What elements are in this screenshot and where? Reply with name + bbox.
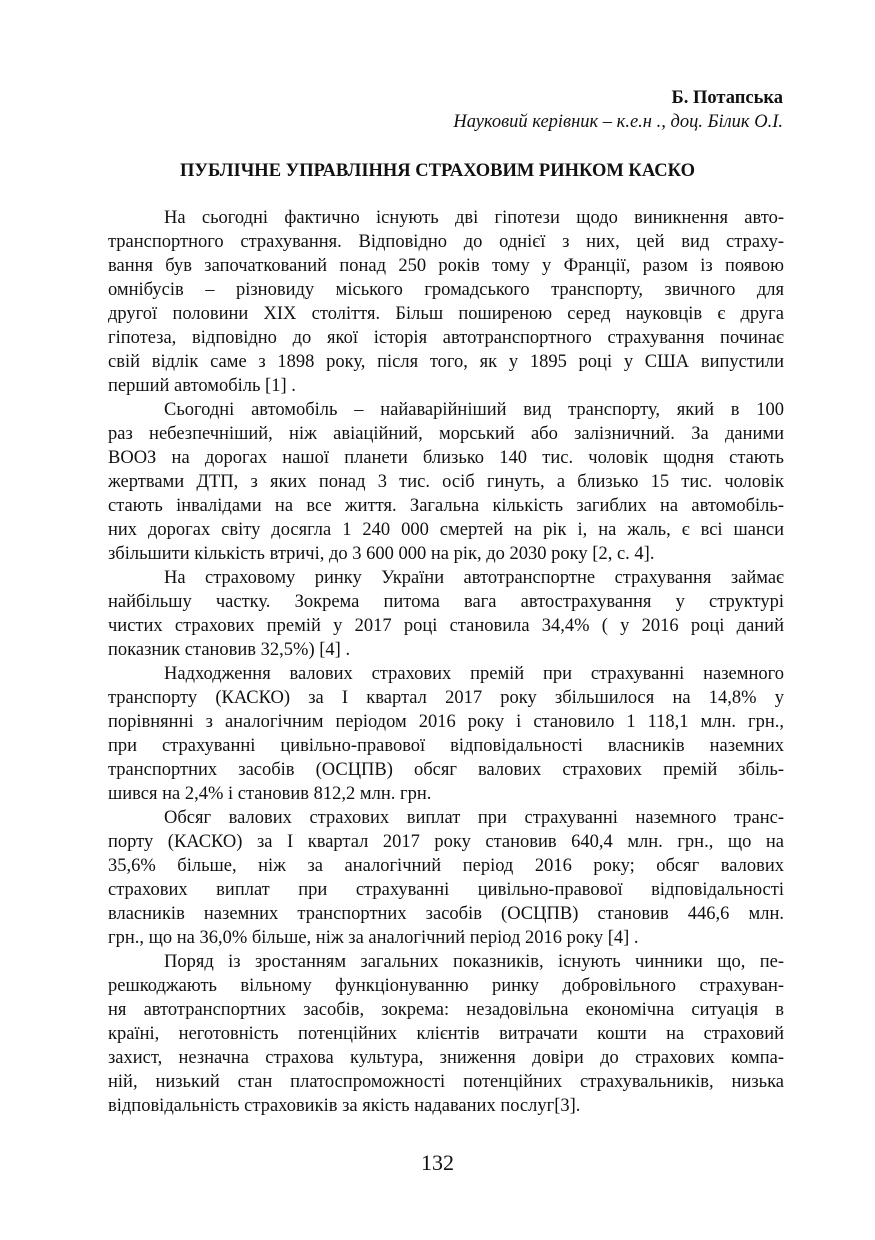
paragraph-line: стають інвалідами на все життя. Загальна кількість загиблих на автомобіль- (108, 496, 784, 516)
paragraph-line: перший автомобіль [1] . (108, 376, 296, 396)
paragraph-line: На страховому ринку України автотранспортне страхування займає (164, 568, 784, 588)
paragraph-line: гіпотеза, відповідно до якої історія автотранспортного страхування починає (108, 328, 784, 348)
paragraph-line: найбільшу частку. Зокрема питома вага автострахування у структурі (108, 592, 784, 612)
paragraph-line: при страхуванні цивільно-правової відповідальності власників наземних (108, 736, 784, 756)
paragraph-line: Поряд із зростанням загальних показників, існують чинники що, пе- (164, 952, 784, 972)
paragraph-line: Надходження валових страхових премій при страхуванні наземного (164, 664, 784, 684)
paragraph (108, 950, 784, 1118)
paragraph (108, 566, 784, 662)
paragraph (108, 206, 784, 398)
paragraph-line: жертвами ДТП, з яких понад 3 тис. осіб гинуть, а близько 15 тис. чоловік (108, 472, 784, 492)
paragraph-line: відповідальність страховиків за якість надаваних послуг[3]. (108, 1096, 581, 1116)
paragraph-line: них дорогах світу досягла 1 240 000 смертей на рік і, на жаль, є всі шанси (108, 520, 784, 540)
paragraph (108, 398, 784, 566)
author-name: Б. Потапська (671, 88, 783, 108)
paragraph-line: раз небезпечніший, ніж авіаційний, морський або залізничний. За даними (108, 424, 784, 444)
paragraph-line: країні, неготовність потенційних клієнтів витрачати кошти на страховий (108, 1024, 784, 1044)
page-number: 132 (421, 1150, 454, 1175)
paragraph-line: транспортних засобів (ОСЦПВ) обсяг валових страхових премій збіль- (108, 760, 784, 780)
article-title: ПУБЛІЧНЕ УПРАВЛІННЯ СТРАХОВИМ РИНКОМ КАСКО (180, 161, 695, 181)
article-body (108, 206, 784, 1118)
paragraph-line: свій відлік саме з 1898 року, після того, як у 1895 році у США випустили (108, 352, 784, 372)
paragraph-line: показник становив 32,5%) [4] . (108, 640, 351, 660)
scientific-advisor: Науковий керівник – к.е.н ., доц. Білик О.І. (453, 112, 783, 132)
paragraph-line: захист, незначна страхова культура, зниження довіри до страхових компа- (108, 1048, 784, 1068)
paragraph-line: Сьогодні автомобіль – найаварійніший вид транспорту, який в 100 (164, 400, 784, 420)
paragraph-line: На сьогодні фактично існують дві гіпотези щодо виникнення авто- (164, 208, 784, 228)
paragraph-line: ній, низький стан платоспроможності потенційних страхувальників, низька (108, 1072, 784, 1092)
paragraph-line: решкоджають вільному функціонуванню ринку добровільного страхуван- (108, 976, 784, 996)
paragraph-line: Обсяг валових страхових виплат при страхуванні наземного транс- (164, 808, 784, 828)
paragraph-line: власників наземних транспортних засобів (ОСЦПВ) становив 446,6 млн. (108, 904, 784, 924)
paragraph-line: порівнянні з аналогічним періодом 2016 року і становило 1 118,1 млн. грн., (108, 712, 784, 732)
paragraph-line: ВООЗ на дорогах нашої планети близько 140 тис. чоловік щодня стають (108, 448, 784, 468)
paragraph-line: збільшити кількість втричі, до 3 600 000 на рік, до 2030 року [2, с. 4]. (108, 544, 655, 564)
paragraph-line: другої половини XIX століття. Більш поширеною серед науковців є друга (108, 304, 784, 324)
paragraph-line: омнібусів – різновиду міського громадського транспорту, звичного для (108, 280, 784, 300)
paragraph (108, 662, 784, 806)
paragraph-line: порту (КАСКО) за І квартал 2017 року становив 640,4 млн. грн., що на (108, 832, 784, 852)
paragraph-line: 35,6% більше, ніж за аналогічний період 2016 року; обсяг валових (108, 856, 784, 876)
paragraph-line: транспорту (КАСКО) за І квартал 2017 року збільшилося на 14,8% у (108, 688, 784, 708)
paragraph (108, 806, 784, 950)
paragraph-line: страхових виплат при страхуванні цивільно-правової відповідальності (108, 880, 784, 900)
paragraph-line: шився на 2,4% і становив 812,2 млн. грн. (108, 784, 432, 804)
paragraph-line: ня автотранспортних засобів, зокрема: незадовільна економічна ситуація в (108, 1000, 784, 1020)
paragraph-line: грн., що на 36,0% більше, ніж за аналогічний період 2016 року [4] . (108, 928, 639, 948)
paragraph-line: вання був започаткований понад 250 років тому у Франції, разом із появою (108, 256, 784, 276)
paragraph-line: чистих страхових премій у 2017 році становила 34,4% ( у 2016 році даний (108, 616, 784, 636)
paragraph-line: транспортного страхування. Відповідно до однієї з них, цей вид страху- (108, 232, 784, 252)
